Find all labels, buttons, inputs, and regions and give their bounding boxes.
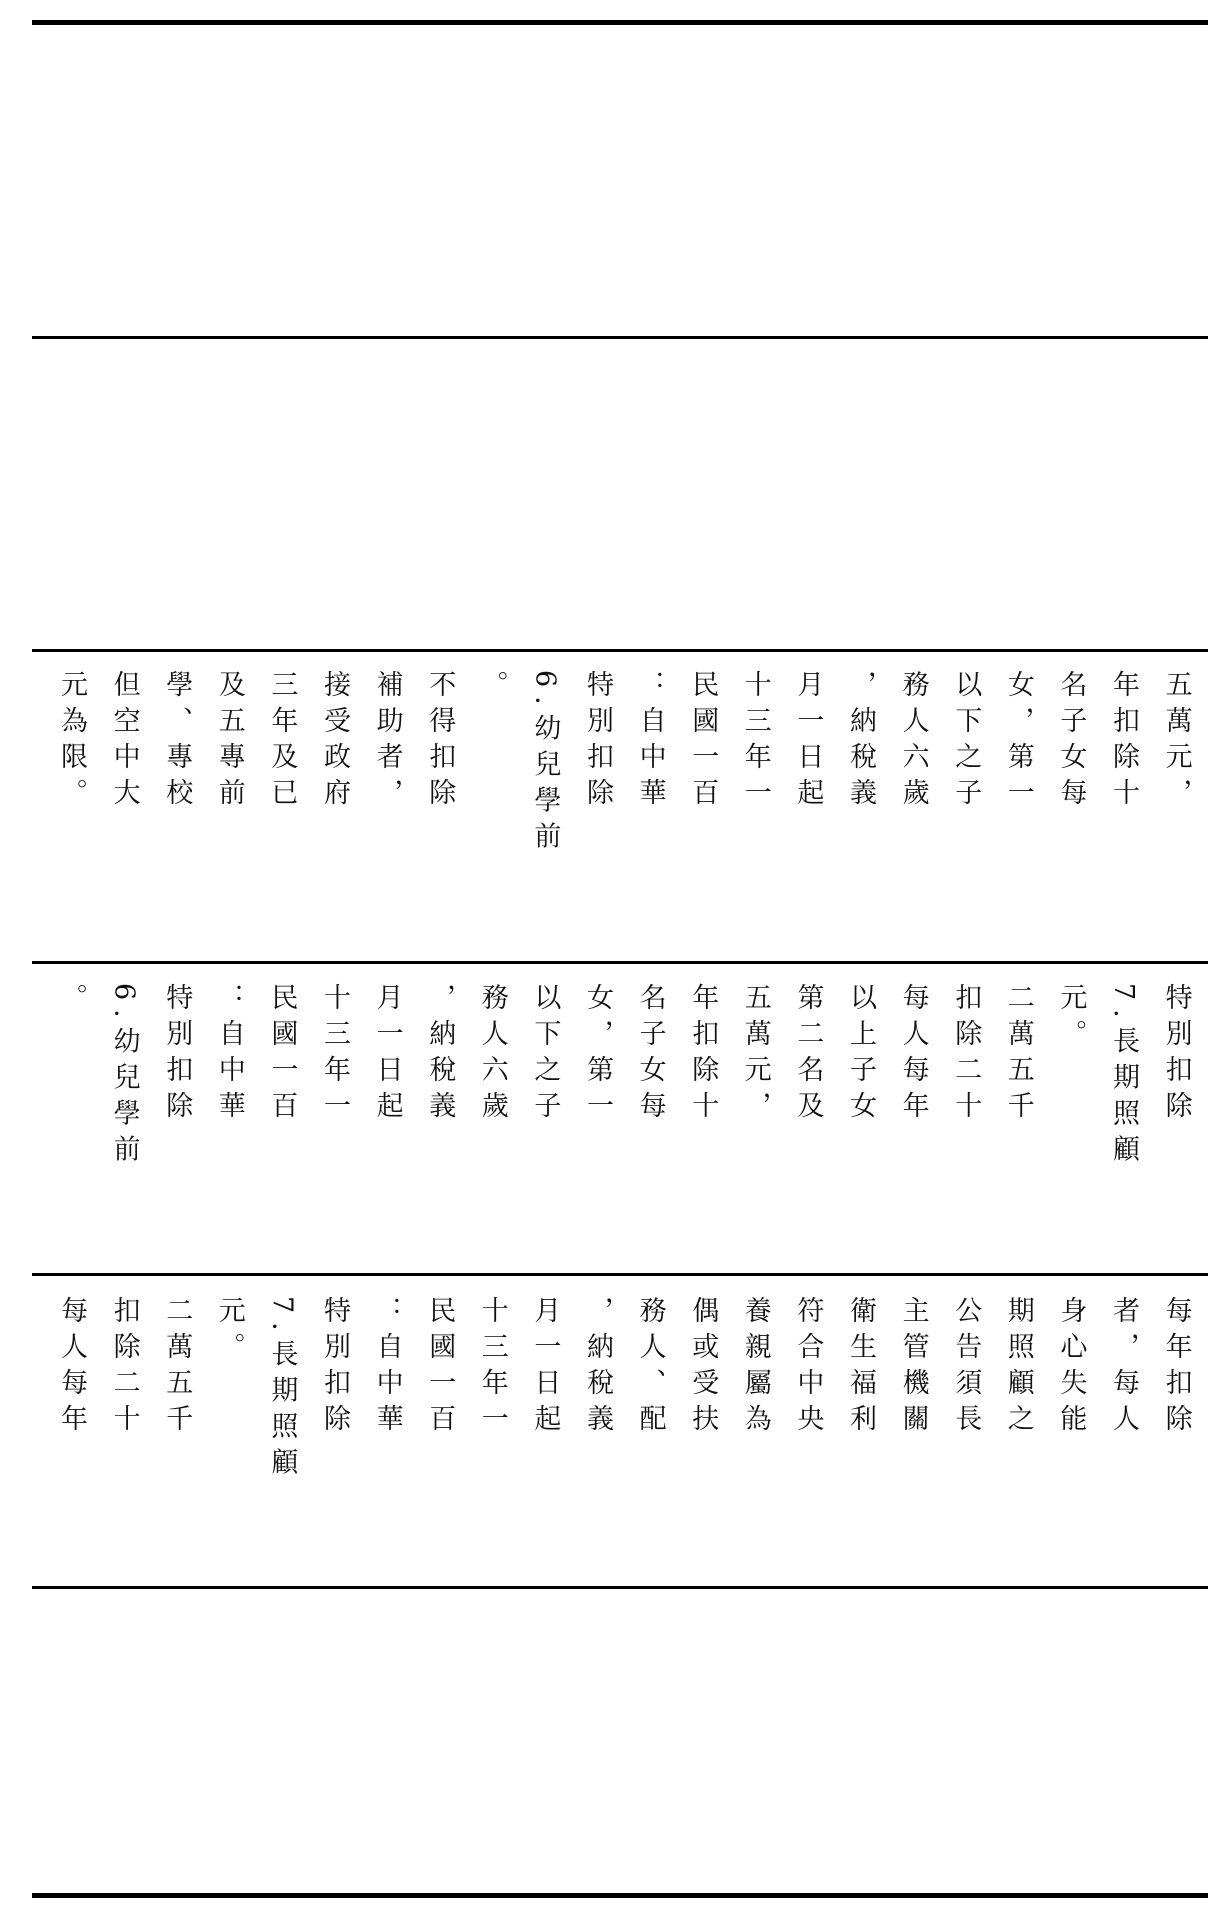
- rule-top: [32, 20, 1208, 25]
- text-column: ，納稅義: [424, 983, 456, 1127]
- text-column: 十三年一: [319, 983, 350, 1127]
- text-column: 二萬五千: [1002, 983, 1034, 1127]
- text-column: ：自中華: [213, 983, 245, 1127]
- text-column: 女，第一: [1002, 670, 1034, 814]
- text-column: 特別扣除: [319, 1296, 350, 1440]
- text-column: 月一日起: [529, 1296, 561, 1440]
- rule-5: [32, 1273, 1208, 1276]
- text-column: 6.幼兒學前: [529, 670, 561, 858]
- text-column: 接受政府: [319, 670, 350, 814]
- text-column: 偶或受扶: [687, 1296, 719, 1440]
- text-column: 扣除二十: [950, 983, 982, 1127]
- text-column: 五萬元，: [1160, 670, 1192, 814]
- rule-4: [32, 961, 1208, 964]
- text-column: 但空中大: [108, 670, 140, 814]
- rule-6: [32, 1586, 1208, 1589]
- text-column: 務人六歲: [476, 983, 508, 1127]
- text-column: ：自中華: [634, 670, 666, 814]
- section-5: [32, 1286, 1208, 1586]
- rule-3: [32, 649, 1208, 652]
- section-2: [32, 345, 1208, 645]
- text-column: 元。: [213, 1296, 245, 1368]
- text-column: 月一日起: [792, 670, 824, 814]
- text-column: 符合中央: [792, 1296, 824, 1440]
- text-column: 期照顧之: [1002, 1296, 1034, 1440]
- text-column: 主管機關: [897, 1296, 929, 1440]
- text-column: 名子女每: [634, 983, 666, 1127]
- text-column: 年扣除十: [687, 983, 719, 1127]
- rule-2: [32, 336, 1208, 339]
- text-column: 二萬五千: [161, 1296, 193, 1440]
- text-column: 每年扣除: [1160, 1296, 1192, 1440]
- text-column: 者，每人: [1108, 1296, 1139, 1440]
- text-column: 月一日起: [371, 983, 403, 1127]
- text-column: 7.長期照顧: [266, 1296, 298, 1484]
- text-column: 以下之子: [529, 983, 561, 1127]
- text-column: 第二名及: [792, 983, 824, 1127]
- text-column: 十三年一: [476, 1296, 508, 1440]
- section-4: [32, 973, 1208, 1273]
- text-column: 特別扣除: [1160, 983, 1192, 1127]
- text-column: 。: [476, 670, 508, 706]
- text-column: 元為限。: [56, 670, 87, 814]
- section-1: [32, 32, 1208, 332]
- text-column: 每人每年: [897, 983, 929, 1127]
- text-column: 7.長期照顧: [1108, 983, 1139, 1171]
- text-column: 以下之子: [950, 670, 982, 814]
- text-column: 6.幼兒學前: [108, 983, 140, 1171]
- text-column: 養親屬為: [739, 1296, 771, 1440]
- text-column: 元。: [1055, 983, 1087, 1055]
- text-column: 年扣除十: [1108, 670, 1139, 814]
- text-column: 衛生福利: [845, 1296, 876, 1440]
- text-column: 及五專前: [213, 670, 245, 814]
- text-column: 以上子女: [845, 983, 876, 1127]
- text-column: ，納稅義: [582, 1296, 613, 1440]
- text-column: 民國一百: [687, 670, 719, 814]
- text-column: 學、專校: [161, 670, 193, 814]
- text-column: 補助者，: [371, 670, 403, 814]
- text-column: 女，第一: [582, 983, 613, 1127]
- text-column: 務人六歲: [897, 670, 929, 814]
- text-column: ：自中華: [371, 1296, 403, 1440]
- section-3: [32, 660, 1208, 960]
- text-column: 。: [56, 983, 87, 1019]
- text-column: 扣除二十: [108, 1296, 140, 1440]
- text-column: 每人每年: [56, 1296, 87, 1440]
- text-column: 民國一百: [424, 1296, 456, 1440]
- text-column: 十三年一: [739, 670, 771, 814]
- text-column: 公告須長: [950, 1296, 982, 1440]
- text-column: 五萬元，: [739, 983, 771, 1127]
- text-column: 特別扣除: [582, 670, 613, 814]
- text-column: 身心失能: [1055, 1296, 1087, 1440]
- text-column: 特別扣除: [161, 983, 193, 1127]
- rule-bottom: [32, 1893, 1208, 1898]
- text-column: ，納稅義: [845, 670, 876, 814]
- text-column: 不得扣除: [424, 670, 456, 814]
- text-column: 民國一百: [266, 983, 298, 1127]
- text-column: 務人、配: [634, 1296, 666, 1440]
- text-column: 名子女每: [1055, 670, 1087, 814]
- text-column: 三年及已: [266, 670, 298, 814]
